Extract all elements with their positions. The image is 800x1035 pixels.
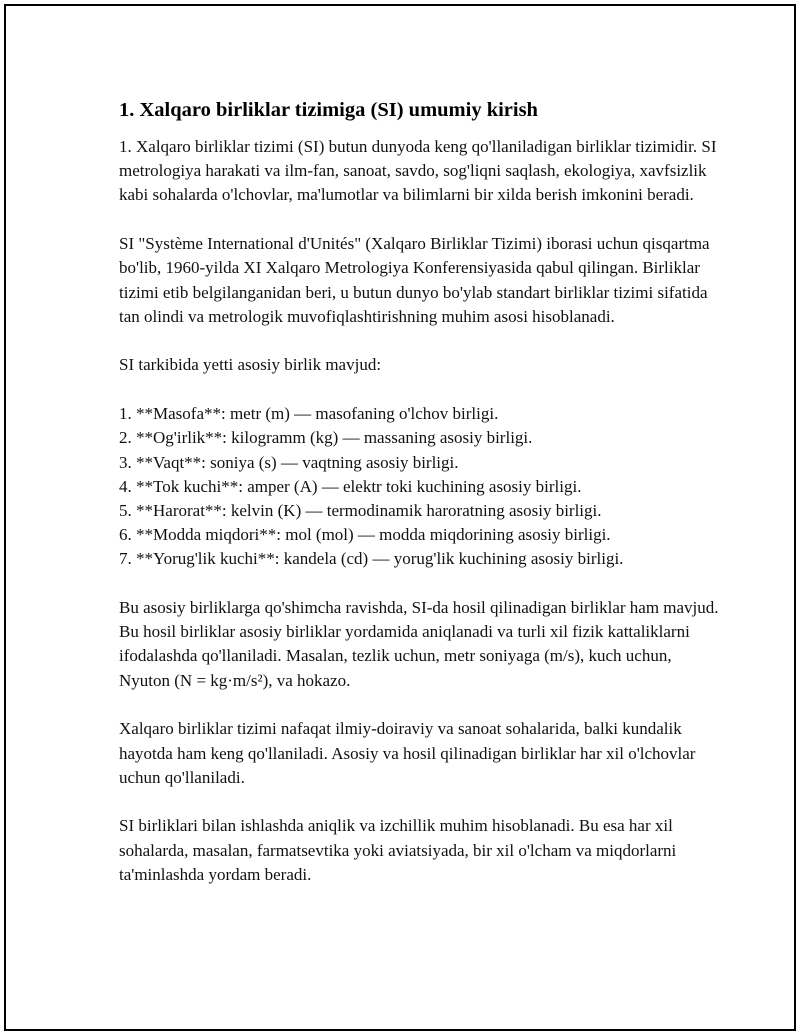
base-units-intro: SI tarkibida yetti asosiy birlik mavjud: (119, 355, 382, 375)
page-frame (4, 4, 796, 1031)
base-units-list (119, 402, 719, 571)
usage-paragraph: Xalqaro birliklar tizimi nafaqat ilmiy-doiraviy va sanoat sohalarida, balki kundalik hayotda ham keng qo'llaniladi. Asosiy va hosil qilinadigan birliklar har xil o'lchovlar uchun qo'llaniladi. (119, 719, 696, 787)
list-item: 6. **Modda miqdori**: mol (mol) — modda miqdorining asosiy birligi. (119, 525, 611, 545)
accuracy-paragraph: SI birliklari bilan ishlashda aniqlik va izchillik muhim hisoblanadi. Bu esa har xil sohalarda, masalan, farmatsevtika yoki aviatsiyada, bir xil o'lcham va miqdorlarni ta'minlashda yordam beradi. (119, 816, 677, 884)
intro-paragraph: 1. Xalqaro birliklar tizimi (SI) butun dunyoda keng qo'llaniladigan birliklar tizimidir. SI metrologiya harakati va ilm-fan, sanoat, savdo, sog'liqni saqlash, ekologiya, xavfsizlik kabi sohalarda o'lchovlar, ma'lumotlar va bilimlarni bir xilda berish imkonini beradi. (119, 137, 717, 205)
list-item: 2. **Og'irlik**: kilogramm (kg) — massaning asosiy birligi. (119, 428, 533, 448)
list-item: 3. **Vaqt**: soniya (s) — vaqtning asosiy birligi. (119, 452, 459, 472)
derived-units-paragraph: Bu asosiy birliklarga qo'shimcha ravishda, SI-da hosil qilinadigan birliklar ham mavjud. Bu hosil birliklar asosiy birliklar yordamida aniqlanadi va turli xil fizik kattaliklarni ifodalashda qo'llaniladi. Masalan, tezlik uchun, metr soniyaga (m/s), kuch uchun, Nyuton (N = kg·m/s²), va hokazo. (119, 598, 719, 690)
si-definition-paragraph: SI "Système International d'Unités" (Xalqaro Birliklar Tizimi) iborasi uchun qisqartma bo'lib, 1960-yilda XI Xalqaro Metrologiya Konferensiyasida qabul qilingan. Birliklar tizimi etib belgilanganidan beri, u butun dunyo bo'ylab standart birliklar tizimi sifatida tan olindi va metrologik muvofiqlashtirishning muhim asosi hisoblanadi. (119, 234, 710, 326)
list-item: 4. **Tok kuchi**: amper (A) — elektr toki kuchining asosiy birligi. (119, 476, 582, 496)
list-item: 1. **Masofa**: metr (m) — masofaning o'lchov birligi. (119, 404, 499, 424)
list-item: 5. **Harorat**: kelvin (K) — termodinamik haroratning asosiy birligi. (119, 500, 602, 520)
document-body (119, 96, 719, 912)
document-title: 1. Xalqaro birliklar tizimiga (SI) umumiy kirish (119, 99, 538, 121)
list-item: 7. **Yorug'lik kuchi**: kandela (cd) — yorug'lik kuchining asosiy birligi. (119, 549, 624, 569)
